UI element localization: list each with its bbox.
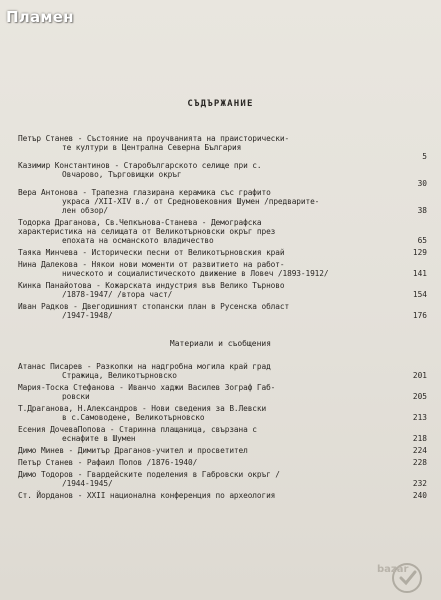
toc-page-number: 240	[412, 491, 427, 500]
toc-entry-line: ровски	[62, 392, 90, 401]
toc-entry-line: /1878-1947/ /втора част/	[62, 290, 173, 299]
toc-entry-line: еснафите в Шумен	[62, 434, 136, 443]
toc-page-number: 65	[417, 236, 427, 245]
toc-page-number: 30	[417, 179, 427, 188]
toc-entry-line: те култури в Централна Северна България	[62, 143, 242, 152]
toc-page-number: 154	[412, 290, 427, 299]
toc-entry-line: /1944-1945/	[62, 479, 113, 488]
toc-entry-line: Тодорка Драганова, Св.Чепкънова-Станева - Демографска	[18, 218, 262, 227]
toc-entry-line: ническото и социалистическото движение в Ловеч /1893-1912/	[62, 269, 329, 278]
toc-page-number: 205	[412, 392, 427, 401]
toc-entry-line: Овчарово, Търговищки окръг	[62, 170, 182, 179]
toc-entry-line: Казимир Константинов - Старобългарското селище при с.	[18, 161, 262, 170]
toc-entry-line: Петър Станев - Състояние на проучванията на праисторически-	[18, 134, 290, 143]
toc-entry-line: Петър Станев - Рафаил Попов /1876-1940/	[18, 458, 198, 467]
toc-entry-line: лен обзор/	[62, 206, 108, 215]
toc-page-number: 228	[412, 458, 427, 467]
toc-entry-line: Т.Драганова, Н.Александров - Нови сведения за В.Левски	[18, 404, 267, 413]
toc-entry-line: Есения ДочеваПопова - Старинна плащаница, свързана с	[18, 425, 257, 434]
toc-page-number: 213	[412, 413, 427, 422]
toc-page-number: 224	[412, 446, 427, 455]
page-title: СЪДЪРЖАНИЕ	[187, 99, 254, 109]
toc-page-number: 218	[412, 434, 427, 443]
toc-entry-line: Ст. Йорданов - XXII национална конференция по археология	[18, 491, 276, 500]
watermark-text: Пламен	[6, 8, 74, 26]
toc-entry-line: Кинка Панайотова - Кожарската индустрия във Велико Търново	[18, 281, 285, 290]
toc-entry-line: Димо Минев - Димитър Драганов-учител и просветител	[18, 446, 248, 455]
toc-page-number: 201	[412, 371, 427, 380]
toc-entry-line: Таяка Минчева - Исторически песни от Великотърновския край	[18, 248, 285, 257]
toc-page-number: 129	[412, 248, 427, 257]
toc-entry-line: характеристика на селищата от Великотърновски окръг през	[18, 227, 276, 236]
toc-entry-line: Нина Далекова - Някои нови моменти от развитието на работ-	[18, 260, 285, 269]
toc-entry-line: Вера Антонова - Трапезна глазирана керамика със графито	[18, 188, 271, 197]
toc-entry-line: Мария-Тоска Стефанова - Иванчо хаджи Василев Зограф Габ-	[18, 383, 276, 392]
toc-entry-line: епохата на османското владичество	[62, 236, 214, 245]
toc-entry-line: в с.Самоводене, Великотърновско	[62, 413, 205, 422]
bazar-logo-icon	[373, 556, 431, 596]
toc-page-number: 5	[422, 152, 427, 161]
toc-page-number: 141	[412, 269, 427, 278]
toc-entry-line: /1947-1948/	[62, 311, 113, 320]
toc-page-number: 232	[412, 479, 427, 488]
toc-entry-line: Атанас Писарев - Разкопки на надгробна могила край град	[18, 362, 271, 371]
toc-page-number: 176	[412, 311, 427, 320]
toc-entry-line: украса /XII-XIV в./ от Средновековния Шумен /предварите-	[62, 197, 320, 206]
toc-entry-line: Димо Тодоров - Гвардейските поделения в Габровски окръг /	[18, 470, 280, 479]
toc-page-number: 38	[417, 206, 427, 215]
svg-text:bazar: bazar	[377, 564, 409, 575]
toc-entry-line: Стражица, Великотърновско	[62, 371, 177, 380]
toc-entry-line: Иван Радков - Двегодишният стопански план в Русенска област	[18, 302, 290, 311]
section-heading: Материали и съобщения	[169, 339, 272, 348]
